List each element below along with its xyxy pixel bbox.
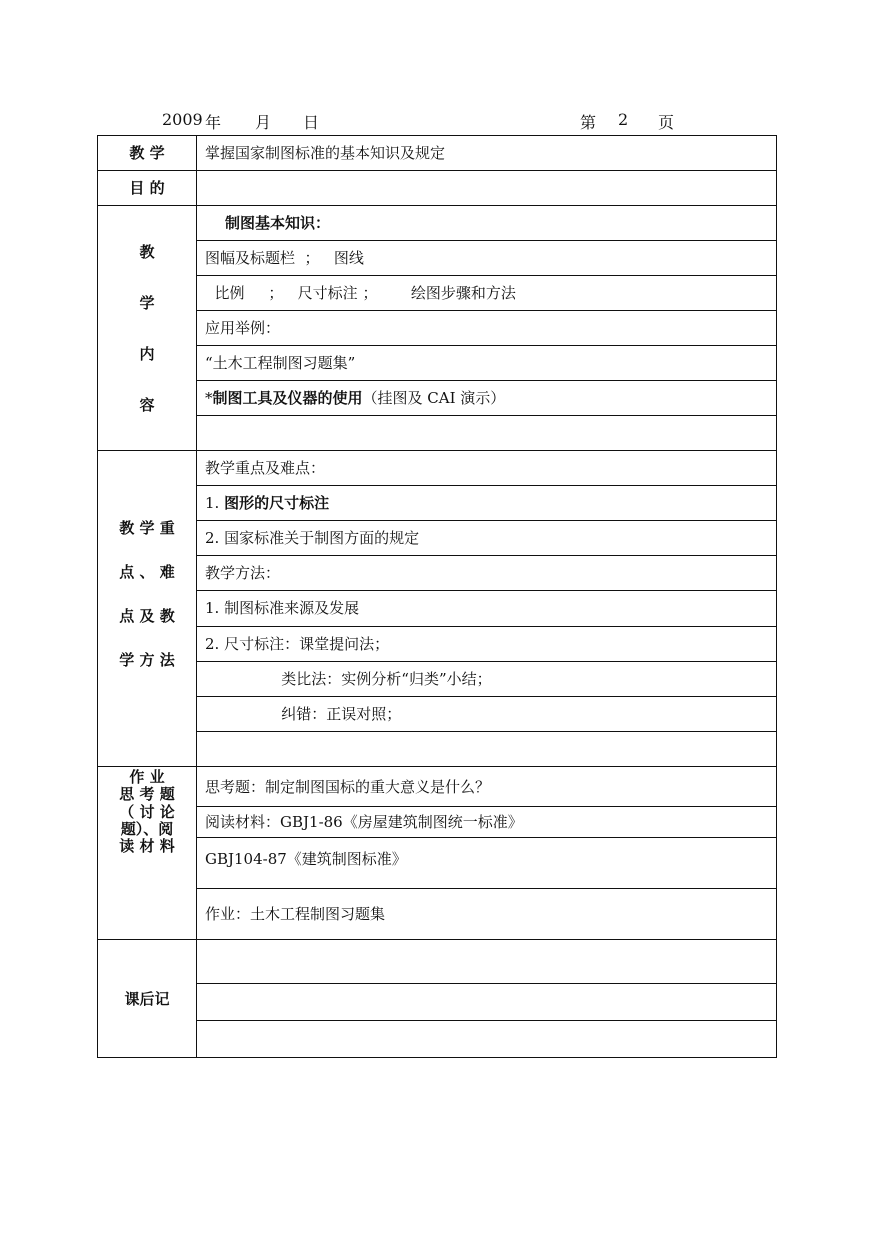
homework-item: 作业：土木工程制图习题集 <box>197 889 777 940</box>
content-row <box>98 241 777 276</box>
homework-label-line: 题）、阅 <box>120 819 174 838</box>
homework-item: 思考题：制定制图国标的重大意义是什么？ <box>197 767 777 807</box>
homework-item: GBJ104-87《建筑制图标准》 <box>197 838 777 889</box>
homework-row <box>98 838 777 889</box>
keypoints-item: 教学方法： <box>197 556 777 591</box>
keypoints-item: 纠错：正误对照； <box>197 696 777 731</box>
keypoints-item: 类比法：实例分析“归类”小结； <box>197 661 777 696</box>
keypoints-label-line: 点 、 难 <box>119 563 175 581</box>
homework-row <box>98 807 777 838</box>
content-label-char: 学 <box>139 293 155 312</box>
header-day-char: 日 <box>303 113 320 132</box>
afterclass-row <box>98 940 777 984</box>
homework-label-line: 作 业 <box>129 768 165 786</box>
keypoints-focus-prefix: 1. <box>205 494 225 513</box>
content-label-char: 容 <box>139 395 155 414</box>
content-row <box>98 416 777 451</box>
content-label-char: 教 <box>139 242 155 261</box>
keypoints-item: 2. 尺寸标注：课堂提问法； <box>197 626 777 661</box>
objectives-empty <box>197 171 777 206</box>
header-page-number: 2 <box>618 110 629 129</box>
keypoints-item: 1. 制图标准来源及发展 <box>197 591 777 626</box>
afterclass-line <box>197 940 777 984</box>
content-row <box>98 381 777 416</box>
content-label-char: 内 <box>139 344 155 363</box>
keypoints-row <box>98 451 777 486</box>
content-heading: 制图基本知识： <box>197 206 777 241</box>
content-row <box>98 311 777 346</box>
afterclass-line <box>197 1021 777 1058</box>
content-label <box>98 206 197 451</box>
keypoints-row <box>98 521 777 556</box>
keypoints-label-line: 点 及 教 <box>119 607 175 625</box>
content-row <box>98 346 777 381</box>
content-item-tools <box>197 381 777 416</box>
content-item: 图幅及标题栏 ； 图线 <box>197 241 777 276</box>
keypoints-focus-bold: 图形的尺寸标注 <box>224 494 330 513</box>
homework-label-line: 思 考 题 <box>119 785 175 804</box>
header-page-prefix: 第 <box>580 113 597 132</box>
afterclass-label: 课后记 <box>98 940 197 1058</box>
keypoints-label-line: 教 学 重 <box>119 519 175 537</box>
header-year-char: 年 <box>205 113 222 132</box>
page-header <box>0 110 892 132</box>
lesson-plan-table <box>97 135 777 1058</box>
content-empty <box>197 416 777 451</box>
keypoints-label-line: 学 方 法 <box>119 651 175 669</box>
keypoints-empty <box>197 731 777 766</box>
keypoints-row <box>98 556 777 591</box>
keypoints-row <box>98 626 777 661</box>
keypoints-item: 2. 国家标准关于制图方面的规定 <box>197 521 777 556</box>
keypoints-item-focus <box>197 486 777 521</box>
homework-label-line: （ 讨 论 <box>119 802 175 821</box>
content-tools-bold: 制图工具及仪器的使用 <box>212 389 363 407</box>
homework-label <box>98 767 197 940</box>
keypoints-item: 教学重点及难点： <box>197 451 777 486</box>
header-month-char: 月 <box>255 113 272 132</box>
objectives-text: 掌握国家制图标准的基本知识及规定 <box>197 136 777 171</box>
content-item: “土木工程制图习题集” <box>197 346 777 381</box>
afterclass-row <box>98 1021 777 1058</box>
keypoints-row <box>98 486 777 521</box>
homework-row <box>98 889 777 940</box>
header-year: 2009 <box>162 110 203 129</box>
keypoints-row <box>98 731 777 766</box>
objectives-label-2: 目 的 <box>98 171 197 206</box>
header-page-suffix: 页 <box>658 113 675 132</box>
content-item: 比例 ； 尺寸标注 ； 绘图步骤和方法 <box>197 276 777 311</box>
keypoints-row <box>98 661 777 696</box>
keypoints-row <box>98 696 777 731</box>
content-row <box>98 276 777 311</box>
afterclass-row <box>98 984 777 1021</box>
objectives-label-1: 教 学 <box>98 136 197 171</box>
keypoints-row <box>98 591 777 626</box>
objectives-row <box>98 136 777 171</box>
afterclass-line <box>197 984 777 1021</box>
objectives-row <box>98 171 777 206</box>
homework-item: 阅读材料：GBJ1-86《房屋建筑制图统一标准》 <box>197 807 777 838</box>
homework-row <box>98 767 777 807</box>
homework-label-line: 读 材 料 <box>119 837 175 855</box>
content-tools-prefix: * <box>205 389 213 407</box>
content-item: 应用举例： <box>197 311 777 346</box>
content-tools-rest: （挂图及 CAI 演示） <box>362 389 506 407</box>
content-row <box>98 206 777 241</box>
keypoints-label <box>98 451 197 767</box>
